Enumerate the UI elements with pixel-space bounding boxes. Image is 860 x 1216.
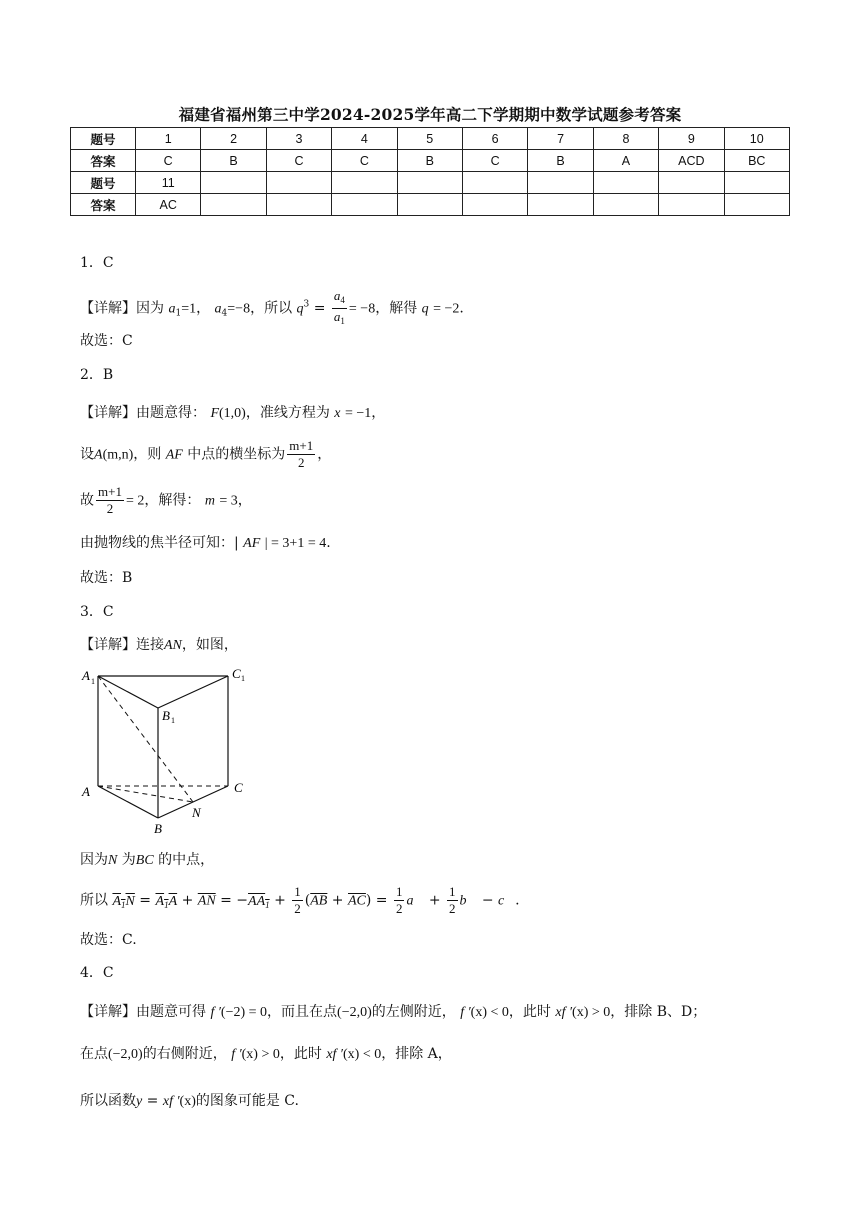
q4-detail-line3: 所以函数y = xf ′(x)的图象可能是 C. <box>80 1093 299 1109</box>
answer-cell <box>332 194 397 216</box>
question-cell: 7 <box>528 128 593 150</box>
question-cell: 10 <box>724 128 789 150</box>
table-row <box>71 150 790 172</box>
label-B1: B <box>162 708 170 723</box>
answer-cell <box>397 194 462 216</box>
question-cell: 11 <box>136 172 201 194</box>
q2-heading: 2．B <box>80 367 114 383</box>
answer-cell <box>266 194 331 216</box>
q2-choice: 故选：B <box>80 570 133 586</box>
q1-choice: 故选：C <box>80 333 133 349</box>
answer-cell: A <box>593 150 658 172</box>
question-cell: 2 <box>201 128 266 150</box>
fraction: $\frac{a_4}{a_1}$ <box>333 288 345 326</box>
q3-choice: 故选：C. <box>80 932 137 948</box>
detail-label: 【详解】 <box>80 300 136 317</box>
answer-cell: C <box>136 150 201 172</box>
q4-heading: 4．C <box>80 965 114 981</box>
table-row <box>71 128 790 150</box>
question-cell: 5 <box>397 128 462 150</box>
q3-heading: 3．C <box>80 604 114 620</box>
q2-detail-line1: 【详解】由题意得： F(1,0)，准线方程为 x = −1， <box>80 405 386 421</box>
prism-figure <box>78 660 278 840</box>
svg-text:1: 1 <box>91 677 95 686</box>
q2-detail-line4: 由抛物线的焦半径可知：| AF | = 3+1 = 4. <box>80 535 331 551</box>
q1-heading: 1．C <box>80 255 114 271</box>
answer-cell: ACD <box>659 150 724 172</box>
fraction: $\frac{1}{2}$ <box>294 884 301 916</box>
fraction: $\frac{1}{2}$ <box>395 884 403 916</box>
q1-detail: 【详解】因为 $a_1=1$， $a_4=-8$，所以 $q^3$ = $\frac{a_4}{a_1}$ = −8，解得 q = −2. <box>80 288 464 329</box>
q3-detail: 【详解】连接AN，如图， <box>80 637 238 653</box>
q3-detail-line3: 所以 $A_1N = A_1A + \overline{AN} = -AA_1$ + $\frac{1}{2}$ $(\overline{AB} + \overline{AC})$ = $\frac{1}{2}$ a⃗ + $\frac{1}{2}$ b⃗ − c⃗. <box>80 884 520 916</box>
question-cell <box>593 172 658 194</box>
label-B: B <box>154 821 162 836</box>
question-cell: 6 <box>462 128 527 150</box>
row-label: 题号 <box>71 128 136 150</box>
q4-detail-line2: 在点(−2,0)的右侧附近， f ′(x) > 0，此时 xf ′(x) < 0，排除 A， <box>80 1046 452 1062</box>
answer-cell: C <box>462 150 527 172</box>
answer-cell <box>593 194 658 216</box>
row-label: 题号 <box>71 172 136 194</box>
answer-cell <box>462 194 527 216</box>
svg-text:1: 1 <box>171 716 175 725</box>
label-N: N <box>192 805 201 820</box>
question-cell <box>659 172 724 194</box>
label-C1: C <box>232 666 241 681</box>
row-label: 答案 <box>71 194 136 216</box>
answer-cell: B <box>397 150 462 172</box>
answer-table <box>70 127 790 216</box>
table-row <box>71 172 790 194</box>
answer-cell: C <box>266 150 331 172</box>
answer-cell: B <box>528 150 593 172</box>
question-cell <box>462 172 527 194</box>
answer-cell <box>528 194 593 216</box>
question-cell: 8 <box>593 128 658 150</box>
q2-detail-line3: 故 $\frac{m+1}{2}$ = 2，解得： m = 3， <box>80 484 252 516</box>
fraction: $\frac{1}{2}$ <box>449 884 456 916</box>
answer-cell: AC <box>136 194 201 216</box>
answer-cell: B <box>201 150 266 172</box>
question-cell <box>724 172 789 194</box>
detail-label: 【详解】 <box>80 405 136 421</box>
answer-cell <box>659 194 724 216</box>
fraction: $\frac{m+1}{2}$ <box>289 438 314 470</box>
q4-detail-line1: 【详解】由题意可得 f ′(−2) = 0，而且在点(−2,0)的左侧附近， f ′(x) < 0，此时 xf ′(x) > 0，排除 B、D； <box>80 1004 707 1020</box>
question-cell: 1 <box>136 128 201 150</box>
label-A1: A <box>82 668 90 683</box>
answer-cell: BC <box>724 150 789 172</box>
svg-text:1: 1 <box>241 674 245 683</box>
fraction: $\frac{m+1}{2}$ <box>98 484 122 516</box>
document-title: 福建省福州第三中学2024-2025学年高二下学期期中数学试题参考答案 <box>178 105 682 124</box>
question-cell <box>201 172 266 194</box>
answer-cell <box>201 194 266 216</box>
label-A: A <box>82 784 90 799</box>
detail-label: 【详解】 <box>80 1004 136 1020</box>
q2-detail-line2: 设A(m,n)，则 AF 中点的横坐标为 $\frac{m+1}{2}$ ， <box>80 438 332 470</box>
q3-detail-line2: 因为N 为BC 的中点， <box>80 852 215 868</box>
row-label: 答案 <box>71 150 136 172</box>
answer-cell: C <box>332 150 397 172</box>
question-cell <box>332 172 397 194</box>
question-cell: 9 <box>659 128 724 150</box>
label-C: C <box>234 780 243 795</box>
question-cell: 3 <box>266 128 331 150</box>
detail-label: 【详解】 <box>80 637 136 653</box>
question-cell <box>528 172 593 194</box>
question-cell: 4 <box>332 128 397 150</box>
table-row <box>71 194 790 216</box>
question-cell <box>266 172 331 194</box>
answer-cell <box>724 194 789 216</box>
question-cell <box>397 172 462 194</box>
